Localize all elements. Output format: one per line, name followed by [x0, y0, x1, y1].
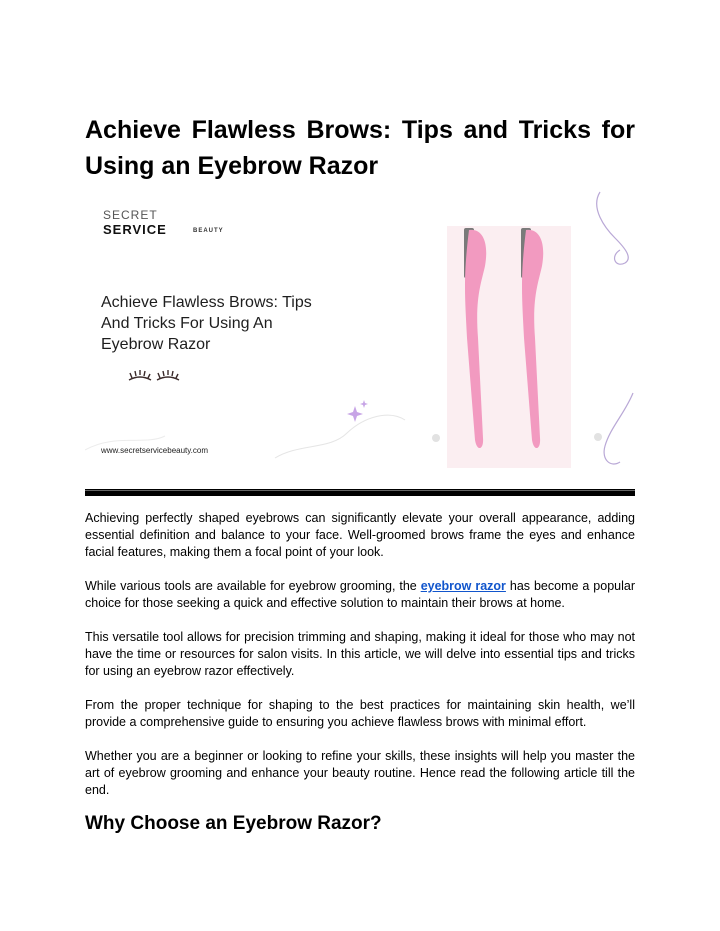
brand-logo-main: SERVICE — [103, 222, 167, 237]
paragraph: Achieving perfectly shaped eyebrows can significantly elevate your overall appearance, adding essential definition and balance to your face. Well-groomed brows frame the eyes and enhance facial features, making them a focal point of your look. — [85, 511, 635, 559]
brand-logo-top: SECRET — [103, 208, 158, 222]
paragraph-text: While various tools are available for eyebrow grooming, the — [85, 579, 421, 593]
paragraph: Whether you are a beginner or looking to refine your skills, these insights will help you master the art of eyebrow grooming and enhance your beauty routine. Hence read the following article till the end. — [85, 749, 635, 797]
paragraph-text: has become a popular choice for those seeking a quick and effective solution to maintain their brows at home. — [85, 579, 635, 610]
eyebrow-razor-icon — [521, 228, 543, 448]
hero-image — [85, 188, 637, 478]
section-heading: Why Choose an Eyebrow Razor? — [85, 813, 382, 834]
paragraph — [85, 578, 635, 612]
article-title: Achieve Flawless Brows: Tips and Tricks for Using an Eyebrow Razor — [85, 116, 635, 180]
paragraph: This versatile tool allows for precision trimming and shaping, making it ideal for those who may not have the time or resources for salon visits. In this article, we will delve into essential tips and tricks for using an eyebrow razor effectively. — [85, 630, 635, 678]
article-body — [85, 510, 635, 816]
hero-url: www.secretservicebeauty.com — [101, 446, 208, 455]
horizontal-rule — [85, 489, 635, 496]
hero-headline: Achieve Flawless Brows: Tips And Tricks For Using An Eyebrow Razor — [101, 294, 312, 353]
eyebrow-razor-icon — [464, 228, 486, 448]
eyebrow-razor-link[interactable]: eyebrow razor — [420, 579, 506, 593]
paragraph: From the proper technique for shaping to the best practices for maintaining skin health, we’ll provide a comprehensive guide to ensuring you achieve flawless brows with minimal effort. — [85, 698, 635, 729]
brand-logo-sub: BEAUTY — [193, 228, 224, 234]
